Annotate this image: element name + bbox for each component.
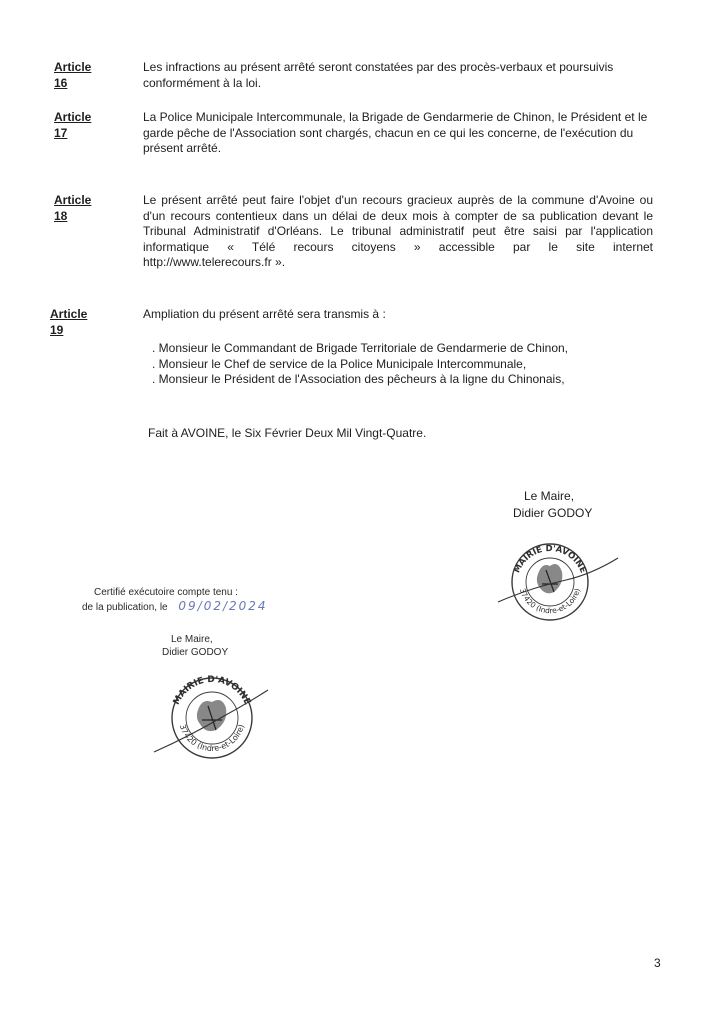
article-19-text [143,307,663,323]
svg-text:MAIRIE D'AVOINE: MAIRIE D'AVOINE [512,543,588,575]
text-line: Le présent arrêté peut faire l'objet d'un recours gracieux auprès de la commune d'Avoine ou [143,193,653,207]
article-17-label: Article 17 [54,110,92,140]
certification-name: Didier GODOY [162,647,229,658]
closing-line: Fait à AVOINE, le Six Février Deux Mil Vingt-Quatre. [148,426,427,440]
signature-title: Le Maire, [524,489,575,503]
article-18-label: Article 18 [54,193,92,223]
svg-text:37420 (Indre-et-Loire): 37420 (Indre-et-Loire) [177,723,247,754]
page-number: 3 [654,956,661,970]
list-item: . Monsieur le Commandant de Brigade Territoriale de Gendarmerie de Chinon, [152,341,568,355]
text-line: http://www.telerecours.fr ». [143,255,286,269]
article-19-label: Article 19 [50,307,88,337]
text-line: d'un recours contentieux dans un délai de deux mois à compter de sa publication devant le [143,208,653,223]
article-16-text [143,60,663,91]
handwritten-date: 09/02/2024 [178,599,268,613]
article-17-text [143,110,663,157]
certification-line-1: Certifié exécutoire compte tenu : [94,587,238,598]
recipients-list [152,341,672,388]
certification-seal-stamp [150,666,280,766]
text-line: La Police Municipale Intercommunale, la Brigade de Gendarmerie de Chinon, le Président et le [143,110,648,124]
signature-name: Didier GODOY [513,506,593,520]
certification-text: de la publication, le [82,602,168,613]
article-16-label: Article 16 [54,60,92,90]
text-line: Ampliation du présent arrêté sera transmis à : [143,307,386,321]
svg-text:MAIRIE D'AVOINE: MAIRIE D'AVOINE [171,674,253,707]
mayor-seal-stamp [480,522,630,622]
text-line: Les infractions au présent arrêté seront constatées par des procès-verbaux et poursuivis [143,60,614,74]
text-line: Tribunal Administratif d'Orléans. Le tribunal administratif peut être saisi par l'application [143,224,653,238]
article-18-text [143,193,653,271]
text-line: informatique « Télé recours citoyens » accessible par le site internet [143,239,653,254]
certification-line-2 [82,600,268,614]
list-item: . Monsieur le Chef de service de la Police Municipale Intercommunale, [152,356,527,371]
text-line: garde pêche de l'Association sont chargés, chacun en ce qui les concerne, de l'exécution du [143,125,634,140]
svg-text:37420 (Indre-et-Loire): 37420 (Indre-et-Loire) [517,587,583,616]
certification-title: Le Maire, [171,634,213,645]
text-line: conformément à la loi. [143,75,262,90]
list-item: . Monsieur le Président de l'Association des pêcheurs à la ligne du Chinonais, [152,372,565,386]
text-line: présent arrêté. [143,141,222,155]
